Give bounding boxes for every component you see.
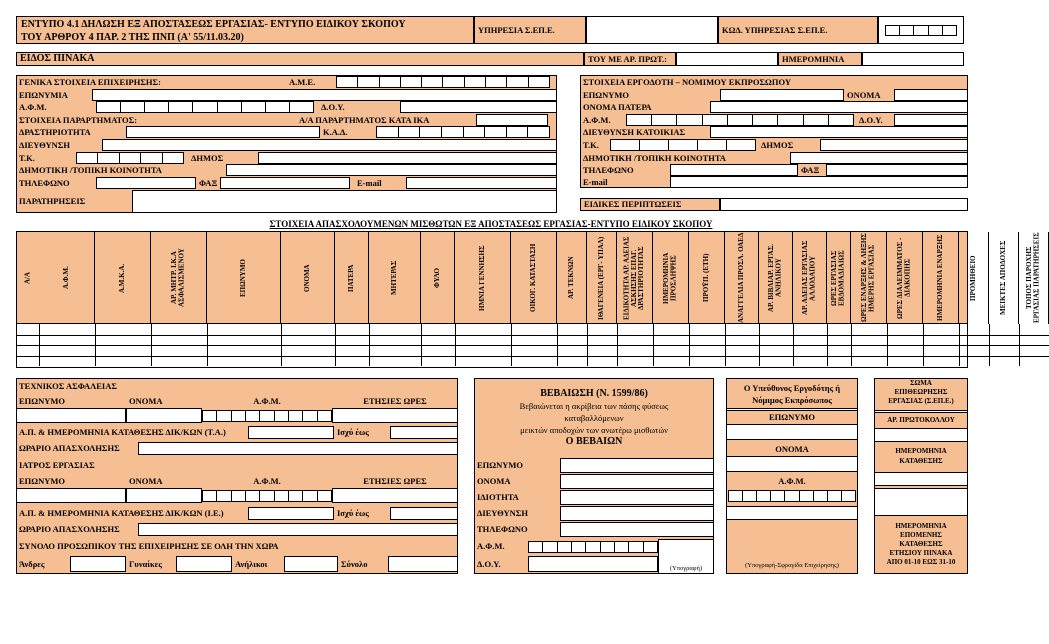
employer-afm-field[interactable] <box>626 114 854 126</box>
employees-col-header: ΩΡΕΣ ΔΙΑΛΕΙΜΜΑΤΟΣ - ΔΙΑΚΟΠΗΣ <box>887 232 923 324</box>
employees-col-header: Α.Μ.Κ.Α. <box>95 232 151 324</box>
company-address-field[interactable] <box>102 139 557 151</box>
employees-cell[interactable] <box>587 345 617 356</box>
employees-cell[interactable] <box>455 345 511 356</box>
employees-cell[interactable] <box>959 356 989 367</box>
employees-cell[interactable] <box>887 335 923 346</box>
cert-signature-label: (Υπογραφή) <box>669 565 703 572</box>
employees-cell[interactable] <box>689 335 725 346</box>
employer-father-label: ΟΝΟΜΑ ΠΑΤΕΡΑ <box>583 101 652 112</box>
employees-cell[interactable] <box>17 324 39 335</box>
employees-cell[interactable] <box>887 356 923 367</box>
employer-father-field[interactable] <box>710 101 968 113</box>
employees-cell[interactable] <box>281 324 335 335</box>
employees-cell[interactable] <box>281 335 335 346</box>
responsible-spacer <box>726 506 858 520</box>
employees-cell[interactable] <box>95 345 151 356</box>
sepe-next-line4: ΕΤΗΣΙΟΥ ΠΙΝΑΚΑ <box>889 549 953 557</box>
employees-cell[interactable] <box>759 345 793 356</box>
staff-total-label: ΣΥΝΟΛΟ ΠΡΟΣΩΠΙΚΟΥ ΤΗΣ ΕΠΙΧΕΙΡΗΣΗΣ ΣΕ ΟΛΗ ΤΗΝ ΧΩΡΑ <box>19 541 279 552</box>
employees-cell[interactable] <box>335 324 369 335</box>
employees-cell[interactable] <box>989 345 1019 356</box>
sepe-protocol-field[interactable] <box>874 428 968 442</box>
ame-label: Α.Μ.Ε. <box>289 76 316 87</box>
employees-cell[interactable] <box>851 345 887 356</box>
responsible-title-line2: Νόμιμος Εκπρόσωπος <box>752 395 832 405</box>
company-community-label: ΔΗΜΟΤΙΚΗ /ΤΟΠΙΚΗ ΚΟΙΝΟΤΗΤΑ <box>19 164 162 175</box>
employees-cell[interactable] <box>17 356 39 367</box>
employer-name-label: ΟΝΟΜΑ <box>847 89 881 100</box>
responsible-afm-label: Α.Φ.Μ. <box>778 475 806 486</box>
sepe-next-line2: ΕΠΟΜΕΝΗΣ <box>900 531 942 539</box>
employees-cell[interactable] <box>759 356 793 367</box>
employees-cell[interactable] <box>617 345 653 356</box>
branch-no-field[interactable] <box>476 114 548 126</box>
employees-col-header: ΜΕΙΚΤΕΣ ΑΠΟΔΟΧΕΣ <box>989 232 1019 324</box>
tech-valid-label: Ισχύ έως <box>337 427 369 438</box>
women-label: Γυναίκες <box>129 558 162 569</box>
tech-afm-label: Α.Φ.Μ. <box>253 395 281 406</box>
employees-col-header: ΩΡΕΣ ΕΡΓΑΣΙΑΣ ΕΒΔΟΜΑΔΙΑΙΩΣ <box>827 232 851 324</box>
employees-col-header: ΑΡ. ΑΔΕΙΑΣ ΕΡΓΑΣΙΑΣ ΑΛΛΟΔΑΠΟΥ <box>793 232 827 324</box>
tech-ta-label: Α.Π. & ΗΜΕΡΟΜΗΝΙΑ ΚΑΤΑΘΕΣΗΣ ΔΙΚ/ΚΩΝ (Τ.Α.) <box>19 427 226 438</box>
women-field[interactable] <box>176 556 232 572</box>
form-title-line2: ΤΟΥ ΑΡΘΡΟΥ 4 ΠΑΡ. 2 ΤΗΣ ΠΝΠ (Α' 55/11.03.20) <box>21 32 244 43</box>
cert-doy-label: Δ.Ο.Υ. <box>477 558 501 569</box>
minors-label: Ανήλικοι <box>235 558 268 569</box>
employees-cell[interactable] <box>421 356 455 367</box>
doctor-valid-field[interactable] <box>390 507 458 520</box>
employees-cell[interactable] <box>151 356 207 367</box>
employees-col-header: ΕΙΔΙΚΟΤΗΤΑ ΑΡ. ΑΔΕΙΑΣ ΑΣΚΗΣΗΣ ΕΠΑΓ. ΔΡΑΣΤΗΡΙΟΤΗΤΑΣ <box>617 232 653 324</box>
employees-cell[interactable] <box>39 345 95 356</box>
company-tk-field[interactable] <box>76 152 184 164</box>
sepe-filing-field[interactable] <box>874 472 968 486</box>
employees-cell[interactable] <box>793 335 827 346</box>
cert-afm-label: Α.Φ.Μ. <box>477 541 505 552</box>
employees-cell[interactable] <box>1019 324 1049 335</box>
employer-email-label: E-mail <box>583 176 608 187</box>
special-cases-label: ΕΙΔΙΚΕΣ ΠΕΡΙΠΤΩΣΕΙΣ <box>580 198 720 211</box>
employees-cell[interactable] <box>369 335 421 346</box>
company-doy-label: Δ.Ο.Υ. <box>321 101 345 112</box>
sepe-filing-label <box>874 446 968 470</box>
employer-tk-field[interactable] <box>610 139 756 151</box>
employees-cell[interactable] <box>511 356 557 367</box>
company-afm-label: Α.Φ.Μ. <box>19 101 47 112</box>
employees-cell[interactable] <box>923 345 959 356</box>
employees-col-header: ΗΜΕΡΟΜΗΝΙΑ ΕΝΑΡΞΗΣ <box>923 232 959 324</box>
employees-cell[interactable] <box>557 345 587 356</box>
employees-cell[interactable] <box>369 345 421 356</box>
employees-cell[interactable] <box>207 335 281 346</box>
employees-cell[interactable] <box>725 356 759 367</box>
table-type-label: ΕΙΔΟΣ ΠΙΝΑΚΑ <box>16 52 584 66</box>
tech-safety-title: ΤΕΧΝΙΚΟΣ ΑΣΦΑΛΕΙΑΣ <box>19 380 117 391</box>
remarks-label: ΠΑΡΑΤΗΡΗΣΕΙΣ <box>19 195 86 206</box>
employees-cell[interactable] <box>793 324 827 335</box>
employer-email-field[interactable] <box>670 176 968 188</box>
employer-municipality-label: ΔΗΜΟΣ <box>761 139 794 150</box>
employees-cell[interactable] <box>421 324 455 335</box>
service-label: ΥΠΗΡΕΣΙΑ Σ.ΕΠ.Ε. <box>474 16 586 44</box>
certification-line2: καταβαλλόμενων <box>564 413 624 423</box>
employer-community-field[interactable] <box>790 152 968 164</box>
tech-ta-field[interactable] <box>248 426 334 439</box>
doctor-surname-label: ΕΠΩΝΥΜΟ <box>19 475 65 486</box>
employees-cell[interactable] <box>759 324 793 335</box>
employees-cell[interactable] <box>887 324 923 335</box>
company-afm-field[interactable] <box>96 101 314 113</box>
employees-cell[interactable] <box>151 324 207 335</box>
employees-cell[interactable] <box>617 356 653 367</box>
employees-cell[interactable] <box>335 335 369 346</box>
branch-label: ΣΤΟΙΧΕΙΑ ΠΑΡΑΡΤΗΜΑΤΟΣ: <box>19 114 138 125</box>
employees-cell[interactable] <box>511 324 557 335</box>
company-community-field[interactable] <box>226 164 557 176</box>
employees-col-header: ΩΡΕΣ ΕΝΑΡΞΗΣ & ΛΗΞΗΣ ΗΜΕΡΗΣ ΕΡΓΑΣΙΑΣ <box>851 232 887 324</box>
employer-name-field[interactable] <box>894 89 968 101</box>
total-field[interactable] <box>388 556 458 572</box>
employer-community-label: ΔΗΜΟΤΙΚΗ /ΤΟΠΙΚΗ ΚΟΙΝΟΤΗΤΑ <box>583 152 726 163</box>
employees-body <box>17 324 967 367</box>
employees-cell[interactable] <box>369 324 421 335</box>
employees-cell[interactable] <box>151 345 207 356</box>
employees-col-header: ΑΡ. ΤΕΚΝΩΝ <box>557 232 587 324</box>
sepe-next-line5: ΑΠΟ 01-10 ΕΩΣ 31-10 <box>886 558 956 566</box>
tech-surname-label: ΕΠΩΝΥΜΟ <box>19 395 65 406</box>
employer-phone-label: ΤΗΛΕΦΩΝΟ <box>583 164 634 175</box>
company-municipality-label: ΔΗΜΟΣ <box>191 152 224 163</box>
sepe-next-line1: ΗΜΕΡΟΜΗΝΙΑ <box>895 522 947 530</box>
company-email-label: E-mail <box>357 177 382 188</box>
cert-doy-field[interactable] <box>528 556 658 572</box>
employees-cell[interactable] <box>511 345 557 356</box>
doctor-afm-label: Α.Φ.Μ. <box>253 475 281 486</box>
employees-cell[interactable] <box>923 356 959 367</box>
employees-cell[interactable] <box>759 335 793 346</box>
employees-col-header: ΜΗΤΕΡΑΣ <box>369 232 421 324</box>
employer-fax-field[interactable] <box>826 164 968 176</box>
employees-table <box>16 231 1041 368</box>
doctor-hours-field[interactable] <box>332 488 458 503</box>
employees-cell[interactable] <box>653 324 689 335</box>
employees-cell[interactable] <box>455 324 511 335</box>
employees-cell[interactable] <box>923 324 959 335</box>
employer-surname-label: ΕΠΩΝΥΜΟ <box>583 89 629 100</box>
ame-field[interactable] <box>336 76 550 88</box>
employees-cell[interactable] <box>455 356 511 367</box>
employees-cell[interactable] <box>1019 335 1049 346</box>
employees-cell[interactable] <box>281 345 335 356</box>
kad-label: Κ.Α.Δ. <box>323 126 348 137</box>
employees-cell[interactable] <box>455 335 511 346</box>
total-label: Σύνολο <box>341 558 368 569</box>
employees-cell[interactable] <box>653 356 689 367</box>
employees-cell[interactable] <box>887 345 923 356</box>
service-field[interactable] <box>586 16 718 44</box>
company-municipality-field[interactable] <box>258 152 557 164</box>
employer-fax-label: ΦΑΞ <box>801 164 820 175</box>
cert-role-label: ΙΔΙΟΤΗΤΑ <box>477 492 519 503</box>
employees-cell[interactable] <box>207 356 281 367</box>
cert-surname-label: ΕΠΩΝΥΜΟ <box>477 460 523 471</box>
cert-address-field[interactable] <box>560 506 714 521</box>
employees-cell[interactable] <box>827 345 851 356</box>
doctor-name-field[interactable] <box>126 488 202 503</box>
employees-cell[interactable] <box>793 345 827 356</box>
activity-label: ΔΡΑΣΤΗΡΙΟΤΗΤΑ <box>19 126 91 137</box>
doctor-valid-label: Ισχύ έως <box>337 508 369 519</box>
sepe-divider <box>874 410 968 413</box>
employees-cell[interactable] <box>17 335 39 346</box>
employees-cell[interactable] <box>421 345 455 356</box>
responsible-name-label: ΟΝΟΜΑ <box>775 443 809 454</box>
sepe-title <box>874 379 968 409</box>
company-section-title: ΓΕΝΙΚΑ ΣΤΟΙΧΕΙΑ ΕΠΙΧΕΙΡΗΣΗΣ: <box>19 76 161 87</box>
sepe-title-line1: ΣΩΜΑ <box>910 379 932 387</box>
employees-col-header: Α/Α <box>23 271 32 285</box>
employees-cell[interactable] <box>95 324 151 335</box>
responsible-surname-field[interactable] <box>726 424 858 440</box>
special-cases-field[interactable] <box>720 198 968 211</box>
service-code-field[interactable] <box>878 16 964 44</box>
employees-cell[interactable] <box>95 335 151 346</box>
tech-valid-field[interactable] <box>390 426 458 439</box>
company-doy-field[interactable] <box>400 101 557 113</box>
employees-col-header: ΑΡ. ΒΙΒΛΙΑΡ. ΕΡΓΑΣ. ΑΝΗΛΙΚΟΥ <box>759 232 793 324</box>
employees-col-header: ΑΝΑΓΓΕΛΙΑ ΠΡΟΣΛ. ΟΑΕΔ <box>725 232 759 324</box>
cert-name-label: ΟΝΟΜΑ <box>477 476 511 487</box>
employees-cell[interactable] <box>827 356 851 367</box>
employees-cell[interactable] <box>369 356 421 367</box>
employees-cell[interactable] <box>989 356 1019 367</box>
employees-cell[interactable] <box>281 356 335 367</box>
cert-afm-field[interactable] <box>528 541 658 553</box>
company-tk-label: Τ.Κ. <box>19 152 35 163</box>
employees-cell[interactable] <box>335 356 369 367</box>
sepe-protocol-label: ΑΡ. ΠΡΩΤΟΚΟΛΛΟΥ <box>887 415 955 424</box>
responsible-afm-field[interactable] <box>728 490 856 502</box>
employees-col-header: ΙΘΑΓΕΝΕΙΑ (ΕΡΓ- ΥΠΑΛ) <box>587 232 617 324</box>
responsible-name-field[interactable] <box>726 456 858 472</box>
doctor-surname-field[interactable] <box>16 488 126 503</box>
employees-cell[interactable] <box>989 335 1019 346</box>
employees-cell[interactable] <box>587 356 617 367</box>
employees-cell[interactable] <box>959 324 989 335</box>
employees-cell[interactable] <box>335 345 369 356</box>
responsible-signature-label: (Υπογραφή-Σφραγίδα Επιχείρησης) <box>745 562 839 569</box>
employer-surname-field[interactable] <box>720 89 844 101</box>
sepe-next-line3: ΚΑΤΑΘΕΣΗΣ <box>899 540 943 548</box>
employees-col-header: ΗΜΕΡΟΜΗΝΙΑ ΠΡΟΣΛΗΨΗΣ <box>653 232 689 324</box>
sepe-blank-field[interactable] <box>874 488 968 516</box>
doctor-schedule-label: ΩΡΑΡΙΟ ΑΠΑΣΧΟΛΗΣΗΣ <box>19 524 120 535</box>
employees-cell[interactable] <box>827 335 851 346</box>
protocol-no-field[interactable] <box>676 52 778 66</box>
employees-cell[interactable] <box>511 335 557 346</box>
doctor-schedule-field[interactable] <box>138 523 458 536</box>
employees-col-header: ΠΑΤΕΡΑ <box>335 232 369 324</box>
employees-col-header: ΑΡ. ΜΗΤΡ. Ι.Κ.Α ΑΣΦΑΛΙΣΜΕΝΟΥ <box>151 232 207 324</box>
certification-title: ΒΕΒΑΙΩΣΗ (Ν. 1599/86) <box>540 388 648 399</box>
cert-role-field[interactable] <box>560 490 714 505</box>
company-name-label: ΕΠΩΝΥΜΙΑ <box>19 89 68 100</box>
service-code-label: ΚΩΔ. ΥΠΗΡΕΣΙΑΣ Σ.ΕΠ.Ε. <box>718 16 878 44</box>
cert-address-label: ΔΙΕΥΘΥΝΣΗ <box>477 508 528 519</box>
employees-title: ΣΤΟΙΧΕΙΑ ΑΠΑΣΧΟΛΟΥΜΕΝΩΝ ΜΙΣΘΩΤΩΝ ΕΞ ΑΠΟΣΤΑΣΕΩΣ ΕΡΓΑΣΙΑΣ-ΕΝΤΥΠΟ ΕΙΔΙΚΟΥ ΣΚΟΠΟΥ <box>269 218 713 229</box>
branch-no-label: Α/Α ΠΑΡΑΡΤΗΜΑΤΟΣ ΚΑΤΑ ΙΚΑ <box>299 114 430 125</box>
employees-cell[interactable] <box>95 356 151 367</box>
cert-name-field[interactable] <box>560 474 714 489</box>
employees-col-header: ΟΙΚΟΓ. ΚΑΤΑΣΤΑΣΗ <box>511 232 557 324</box>
employees-cell[interactable] <box>793 356 827 367</box>
sepe-filing-line2: ΚΑΤΑΘΕΣΗΣ <box>899 457 943 465</box>
employees-cell[interactable] <box>557 356 587 367</box>
date-field[interactable] <box>862 52 964 66</box>
employees-cell[interactable] <box>689 324 725 335</box>
employees-cell[interactable] <box>39 335 95 346</box>
employees-cell[interactable] <box>39 356 95 367</box>
doctor-afm-field[interactable] <box>202 490 332 502</box>
employer-afm-label: Α.Φ.Μ. <box>583 114 611 125</box>
company-phone-field[interactable] <box>96 177 196 189</box>
employees-col-header: Α.Φ.Μ. <box>39 232 95 324</box>
employees-cell[interactable] <box>151 335 207 346</box>
responsible-title <box>726 382 858 408</box>
doctor-ie-label: Α.Π. & ΗΜΕΡΟΜΗΝΙΑ ΚΑΤΑΘΕΣΗΣ ΔΙΚ/ΚΩΝ (Ι.Ε.) <box>19 508 224 519</box>
employees-cell[interactable] <box>39 324 95 335</box>
employees-cell[interactable] <box>827 324 851 335</box>
remarks-field[interactable] <box>132 190 557 213</box>
doctor-hours-label: ΕΤΗΣΙΕΣ ΩΡΕΣ <box>363 475 427 486</box>
employees-cell[interactable] <box>959 335 989 346</box>
employees-cell[interactable] <box>587 335 617 346</box>
employees-cell[interactable] <box>989 324 1019 335</box>
tech-schedule-field[interactable] <box>138 442 458 455</box>
doctor-title: ΙΑΤΡΟΣ ΕΡΓΑΣΙΑΣ <box>19 459 95 470</box>
employer-residence-label: ΔΙΕΥΘΥΝΣΗ ΚΑΤΟΙΚΙΑΣ <box>583 126 686 137</box>
company-name-field[interactable] <box>92 89 557 101</box>
employees-cell[interactable] <box>557 335 587 346</box>
responsible-title-line1: Ο Υπεύθυνος Εργοδότης ή <box>743 383 841 393</box>
doctor-ie-field[interactable] <box>248 507 334 520</box>
employees-col-header: ΕΠΩΝΥΜΟ <box>207 232 281 324</box>
employees-cell[interactable] <box>689 345 725 356</box>
cert-phone-label: ΤΗΛΕΦΩΝΟ <box>477 524 528 535</box>
minors-field[interactable] <box>284 556 338 572</box>
certification-text <box>474 388 714 448</box>
employer-municipality-field[interactable] <box>820 139 968 151</box>
certification-line3: μεικτών αποδοχών των ανωτέρω μισθωτών <box>520 425 668 435</box>
tech-afm-field[interactable] <box>202 410 332 422</box>
form-title-line1: ΕΝΤΥΠΟ 4.1 ΔΗΛΩΣΗ ΕΞ ΑΠΟΣΤΑΣΕΩΣ ΕΡΓΑΣΙΑΣ- ΕΝΤΥΠΟ ΕΙΔΙΚΟΥ ΣΚΟΠΟΥ <box>21 19 406 30</box>
certification-signer: Ο ΒΕΒΑΙΩΝ <box>565 436 623 447</box>
cert-surname-field[interactable] <box>560 458 714 473</box>
activity-field[interactable] <box>126 126 320 138</box>
employees-cell[interactable] <box>207 324 281 335</box>
employees-cell[interactable] <box>851 356 887 367</box>
employees-col-header: ΟΝΟΜΑ <box>281 232 335 324</box>
cert-signature-box[interactable] <box>658 539 714 574</box>
employer-tk-label: Τ.Κ. <box>583 139 599 150</box>
men-field[interactable] <box>70 556 126 572</box>
employees-cell[interactable] <box>725 324 759 335</box>
company-fax-field[interactable] <box>220 177 350 189</box>
employees-cell[interactable] <box>653 335 689 346</box>
protocol-no-label: ΤΟΥ ΜΕ ΑΡ. ΠΡΩΤ.: <box>584 52 676 66</box>
employees-cell[interactable] <box>421 335 455 346</box>
employees-col-header: ΤΟΠΟΣ ΠΑΡΟΧΗΣ ΕΡΓΑΣΙΑΣ ΠΑΡΑΤΗΡΗΣΕΙΣ <box>1019 232 1049 324</box>
doctor-name-label: ΟΝΟΜΑ <box>129 475 163 486</box>
sepe-filing-line1: ΗΜΕΡΟΜΗΝΙΑ <box>895 447 947 455</box>
employees-col-header: ΗΜΝΙΑ ΓΕΝΝΗΣΗΣ <box>455 232 511 324</box>
employer-residence-field[interactable] <box>710 126 968 138</box>
employees-cell[interactable] <box>617 324 653 335</box>
men-label: Άνδρες <box>19 558 45 569</box>
employer-section-title: ΣΤΟΙΧΕΙΑ ΕΡΓΟΔΟΤΗ – ΝΟΜΙΜΟΥ ΕΚΠΡΟΣΩΠΟΥ <box>583 76 791 87</box>
certification-line1: Βεβαιώνεται η ακρίβεια των πάσης φύσεως <box>519 401 669 411</box>
company-fax-label: ΦΑΞ <box>199 177 218 188</box>
employees-cell[interactable] <box>653 345 689 356</box>
employees-cell[interactable] <box>207 345 281 356</box>
company-address-label: ΔΙΕΥΘΥΝΣΗ <box>19 139 70 150</box>
employees-cell[interactable] <box>587 324 617 335</box>
employees-col-header: ΠΡΟΫΠ. (ΕΤΗ) <box>689 232 725 324</box>
kad-field[interactable] <box>376 126 550 138</box>
employer-doy-label: Δ.Ο.Υ. <box>859 114 883 125</box>
employees-cell[interactable] <box>725 335 759 346</box>
employees-col-header: ΠΡΟΜΗΘΕΙΟ <box>959 232 989 324</box>
employees-cell[interactable] <box>17 345 39 356</box>
employees-cell[interactable] <box>1019 356 1049 367</box>
employees-cell[interactable] <box>959 345 989 356</box>
tech-hours-label: ΕΤΗΣΙΕΣ ΩΡΕΣ <box>363 395 427 406</box>
tech-hours-field[interactable] <box>332 408 458 423</box>
employees-cell[interactable] <box>1019 345 1049 356</box>
tech-name-field[interactable] <box>126 408 202 423</box>
sepe-title-line2: ΕΠΙΘΕΩΡΗΣΗΣ <box>894 388 948 396</box>
employer-phone-field[interactable] <box>670 164 798 176</box>
date-label: ΗΜΕΡΟΜΗΝΙΑ <box>778 52 862 66</box>
tech-schedule-label: ΩΡΑΡΙΟ ΑΠΑΣΧΟΛΗΣΗΣ <box>19 443 120 454</box>
employees-header-row <box>17 232 1041 324</box>
employees-cell[interactable] <box>851 324 887 335</box>
employees-cell[interactable] <box>725 345 759 356</box>
employer-doy-field[interactable] <box>894 114 968 126</box>
responsible-surname-label: ΕΠΩΝΥΜΟ <box>769 411 815 422</box>
cert-phone-field[interactable] <box>560 522 714 537</box>
sepe-next-label <box>874 522 968 570</box>
employees-cell[interactable] <box>689 356 725 367</box>
sepe-title-line3: ΕΡΓΑΣΙΑΣ (Σ.ΕΠ.Ε.) <box>888 397 954 405</box>
tech-surname-field[interactable] <box>16 408 126 423</box>
employees-cell[interactable] <box>923 335 959 346</box>
company-phone-label: ΤΗΛΕΦΩΝΟ <box>19 177 70 188</box>
form-title <box>16 16 474 44</box>
employees-cell[interactable] <box>557 324 587 335</box>
employees-cell[interactable] <box>851 335 887 346</box>
employees-cell[interactable] <box>617 335 653 346</box>
tech-name-label: ΟΝΟΜΑ <box>129 395 163 406</box>
company-email-field[interactable] <box>406 177 557 189</box>
employees-col-header: ΦΥΛΟ <box>421 232 455 324</box>
